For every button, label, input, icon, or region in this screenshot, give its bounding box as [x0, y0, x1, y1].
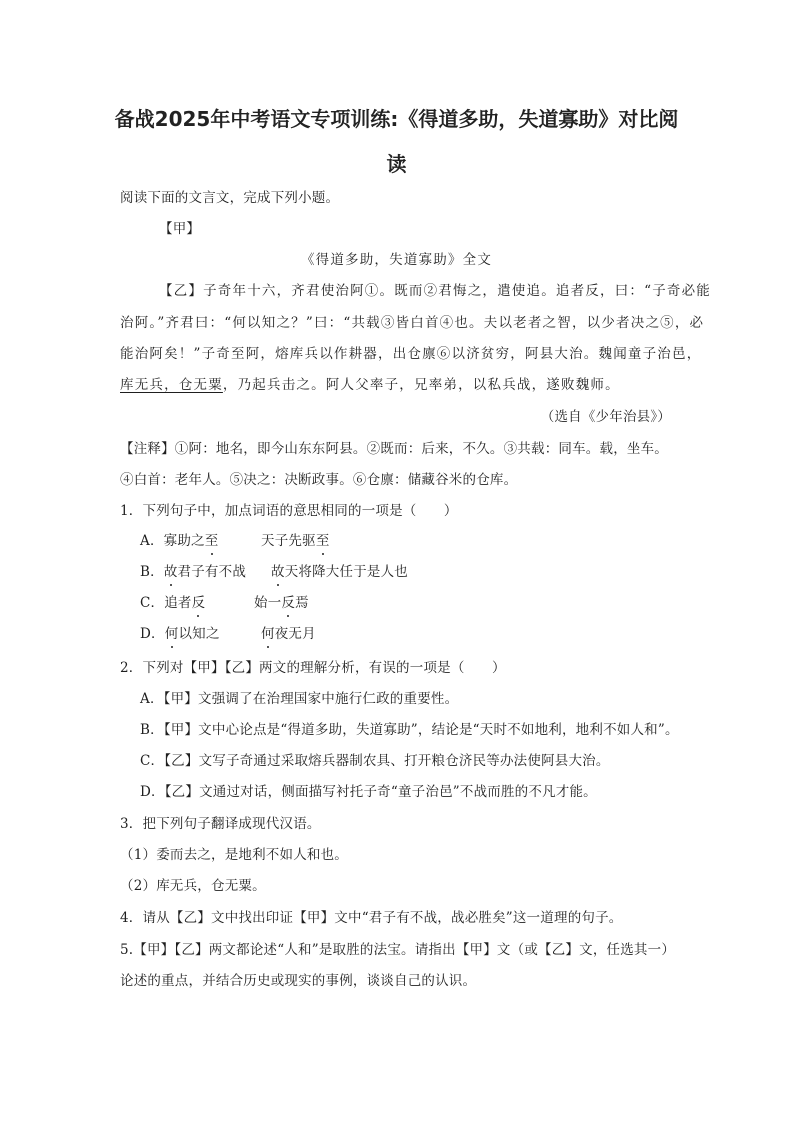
q5-line-2: 论述的重点，并结合历史或现实的事例，谈谈自己的认识。 — [120, 973, 477, 989]
option-a-text: 追者 — [164, 595, 192, 611]
q2-option-c: C．【乙】文写子奇通过采取熔兵器制农具、打开粮仓济民等办法使阿县大治。 — [140, 753, 610, 769]
q2-option-d: D．【乙】文通过对话，侧面描写衬托子奇“童子治邑”不战而胜的不凡才能。 — [140, 784, 597, 800]
jia-text: 《得道多助，失道寡助》全文 — [300, 252, 493, 268]
dotted-word: 反 — [281, 595, 296, 611]
yi-line-3: 能治阿矣！”子奇至阿，熔库兵以作耕器，出仓廪⑥以济贫穷，阿县大治。魏闻童子治邑， — [120, 346, 702, 362]
option-b-text: 天将降大任于是人也 — [284, 564, 409, 580]
option-label: B． — [140, 564, 164, 580]
q1-option-d-second — [261, 622, 316, 642]
yi-line-1: 【乙】子奇年十六，齐君使治阿①。既而②君悔之，遣使追。追者反，曰：“子奇必能 — [159, 283, 712, 299]
yi-line-4 — [120, 373, 620, 393]
option-label: A． — [140, 533, 164, 549]
doc-title-line2: 读 — [386, 152, 407, 176]
yi-underlined-phrase: 库无兵，仓无粟 — [120, 377, 223, 393]
dotted-word: 反 — [191, 595, 206, 611]
notes-line-2: ④白首：老年人。⑤决之：决断政事。⑥仓廪：储藏谷米的仓库。 — [120, 472, 518, 488]
notes-line-1: 【注释】①阿：地名，即今山东东阿县。②既而：后来，不久。③共载：同车。载，坐车。 — [120, 441, 668, 457]
jia-label: 【甲】 — [159, 221, 201, 237]
q3-stem: 3．把下列句子翻译成现代汉语。 — [120, 816, 321, 832]
option-b-text: 夜无月 — [274, 626, 316, 642]
dotted-word: 至 — [204, 533, 219, 549]
q1-option-a — [140, 529, 218, 549]
dotted-word: 故 — [163, 564, 178, 580]
dotted-word: 至 — [315, 533, 330, 549]
option-a-text: 君子有不战 — [177, 564, 247, 580]
option-a-text: 以知之 — [178, 626, 220, 642]
option-a-text: 寡助之 — [163, 533, 205, 549]
q1-stem: 1．下列句子中，加点词语的意思相同的一项是（ ） — [120, 503, 458, 519]
q2-stem: 2．下列对【甲】【乙】两文的理解分析，有误的一项是（ ） — [120, 660, 506, 676]
doc-title-line1: 备战2025年中考语文专项训练:《得道多助，失道寡助》对比阅 — [114, 107, 679, 131]
option-b-text: 焉 — [295, 595, 309, 611]
q4-stem: 4．请从【乙】文中找出印证【甲】文中“君子有不战，战必胜矣”这一道理的句子。 — [120, 910, 623, 926]
dotted-word: 故 — [271, 564, 285, 580]
q1-option-c — [140, 591, 205, 611]
q1-option-d — [140, 622, 220, 642]
q3-item-1: （1）委而去之，是地利不如人和也。 — [120, 847, 348, 863]
q1-option-c-second — [254, 591, 309, 611]
option-label: C． — [140, 595, 165, 611]
q1-option-a-second — [261, 529, 330, 549]
option-b-text: 天子先驱 — [261, 533, 316, 549]
option-label: D． — [140, 626, 165, 642]
q3-item-2: （2）库无兵，仓无粟。 — [120, 878, 266, 894]
option-b-text: 始一 — [254, 595, 282, 611]
q1-option-b — [140, 560, 246, 580]
dotted-word: 何 — [261, 626, 275, 642]
yi-line-4-rest: ，乃起兵击之。阿人父率子，兄率弟，以私兵战，遂败魏师。 — [222, 377, 620, 393]
yi-line-2: 治阿。”齐君曰：“何以知之？”曰：“共载③皆白首④也。夫以老者之智，以少者决之⑤，必 — [120, 315, 705, 331]
yi-source: （选自《少年治县》） — [540, 409, 671, 425]
q1-option-b-second — [271, 560, 408, 580]
q2-option-a: A．【甲】文强调了在治理国家中施行仁政的重要性。 — [140, 691, 459, 707]
dotted-word: 何 — [164, 626, 179, 642]
q5-line-1: 5.【甲】【乙】两文都论述“人和”是取胜的法宝。请指出【甲】文（或【乙】文，任选其一） — [120, 942, 676, 958]
q2-option-b: B．【甲】文中心论点是“得道多助，失道寡助”，结论是“天时不如地利，地利不如人和”。 — [140, 722, 679, 738]
instruction: 阅读下面的文言文，完成下列小题。 — [120, 190, 340, 206]
